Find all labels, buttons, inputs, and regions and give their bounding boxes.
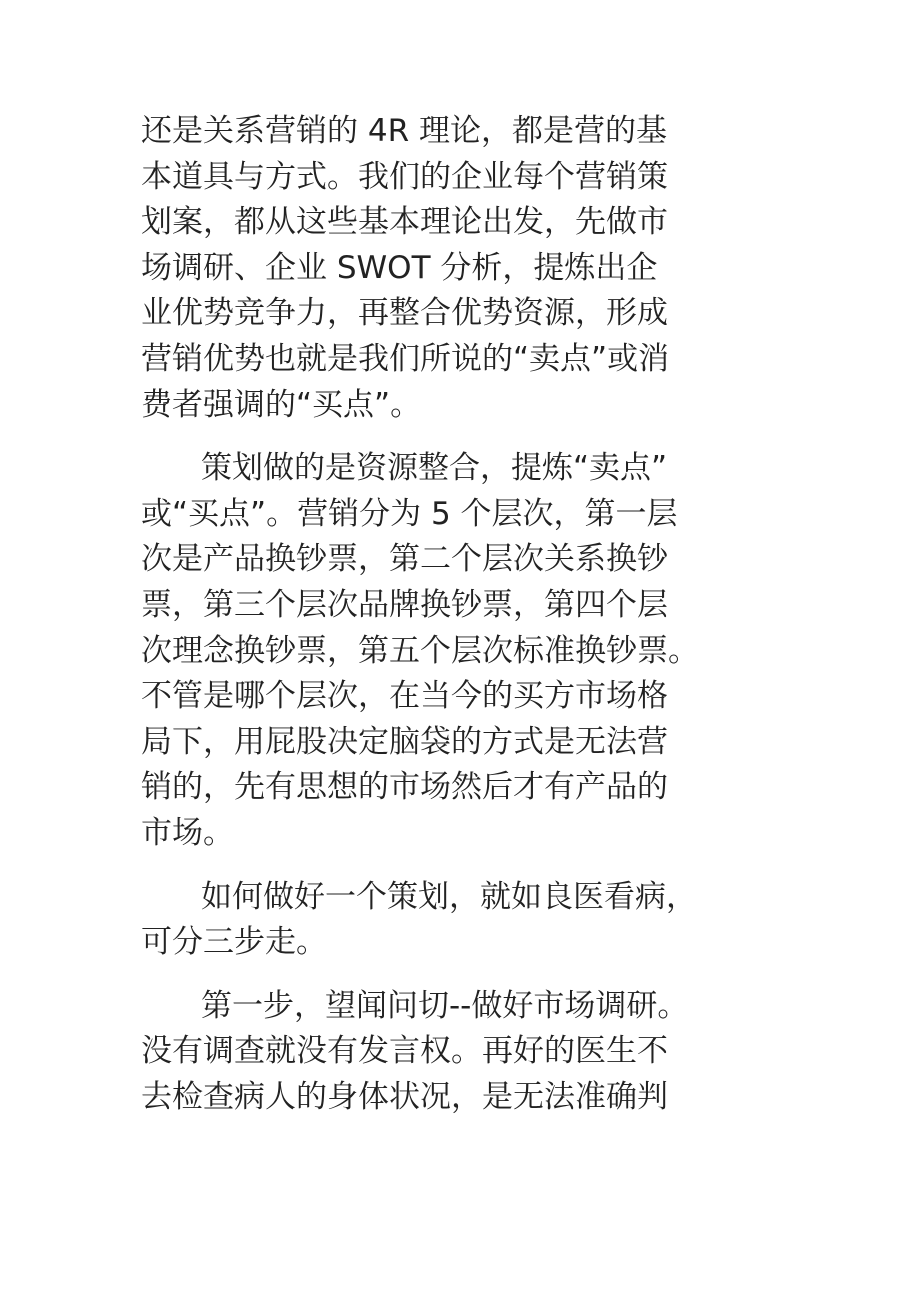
document-body xyxy=(141,109,781,1138)
text-line: 场调研、企业 SWOT 分析，提炼出企 xyxy=(141,249,658,286)
text-line: 还是关系营销的 4R 理论，都是营的基 xyxy=(141,113,667,149)
text-line: 策划做的是资源整合，提炼“卖点” xyxy=(201,450,668,487)
paragraph-3 xyxy=(141,875,781,966)
text-line: 没有调查就没有发言权。再好的医生不 xyxy=(141,1033,668,1070)
text-line: 本道具与方式。我们的企业每个营销策 xyxy=(141,158,668,195)
text-line: 业优势竞争力，再整合优势资源，形成 xyxy=(141,295,668,332)
text-line: 划案，都从这些基本理论出发，先做市 xyxy=(141,204,668,241)
text-line: 次理念换钞票，第五个层次标准换钞票。 xyxy=(141,632,699,669)
text-line: 去检查病人的身体状况，是无法准确判 xyxy=(141,1078,668,1115)
text-line: 如何做好一个策划，就如良医看病， xyxy=(201,878,697,915)
text-line: 费者强调的“买点”。 xyxy=(141,386,422,423)
text-line: 或“买点”。营销分为 5 个层次，第一层 xyxy=(141,495,678,532)
paragraph-2 xyxy=(141,446,781,856)
text-line: 市场。 xyxy=(141,814,234,851)
text-line: 销的，先有思想的市场然后才有产品的 xyxy=(141,769,668,806)
text-line: 票，第三个层次品牌换钞票，第四个层 xyxy=(141,586,668,623)
text-line: 局下，用屁股决定脑袋的方式是无法营 xyxy=(141,723,668,760)
paragraph-1 xyxy=(141,109,781,428)
text-line: 营销优势也就是我们所说的“卖点”或消 xyxy=(141,340,670,377)
text-line: 可分三步走。 xyxy=(141,924,327,961)
paragraph-4 xyxy=(141,984,781,1121)
text-line: 次是产品换钞票，第二个层次关系换钞 xyxy=(141,541,668,578)
text-line: 第一步，望闻问切--做好市场调研。 xyxy=(201,987,689,1024)
text-line: 不管是哪个层次，在当今的买方市场格 xyxy=(141,678,668,715)
